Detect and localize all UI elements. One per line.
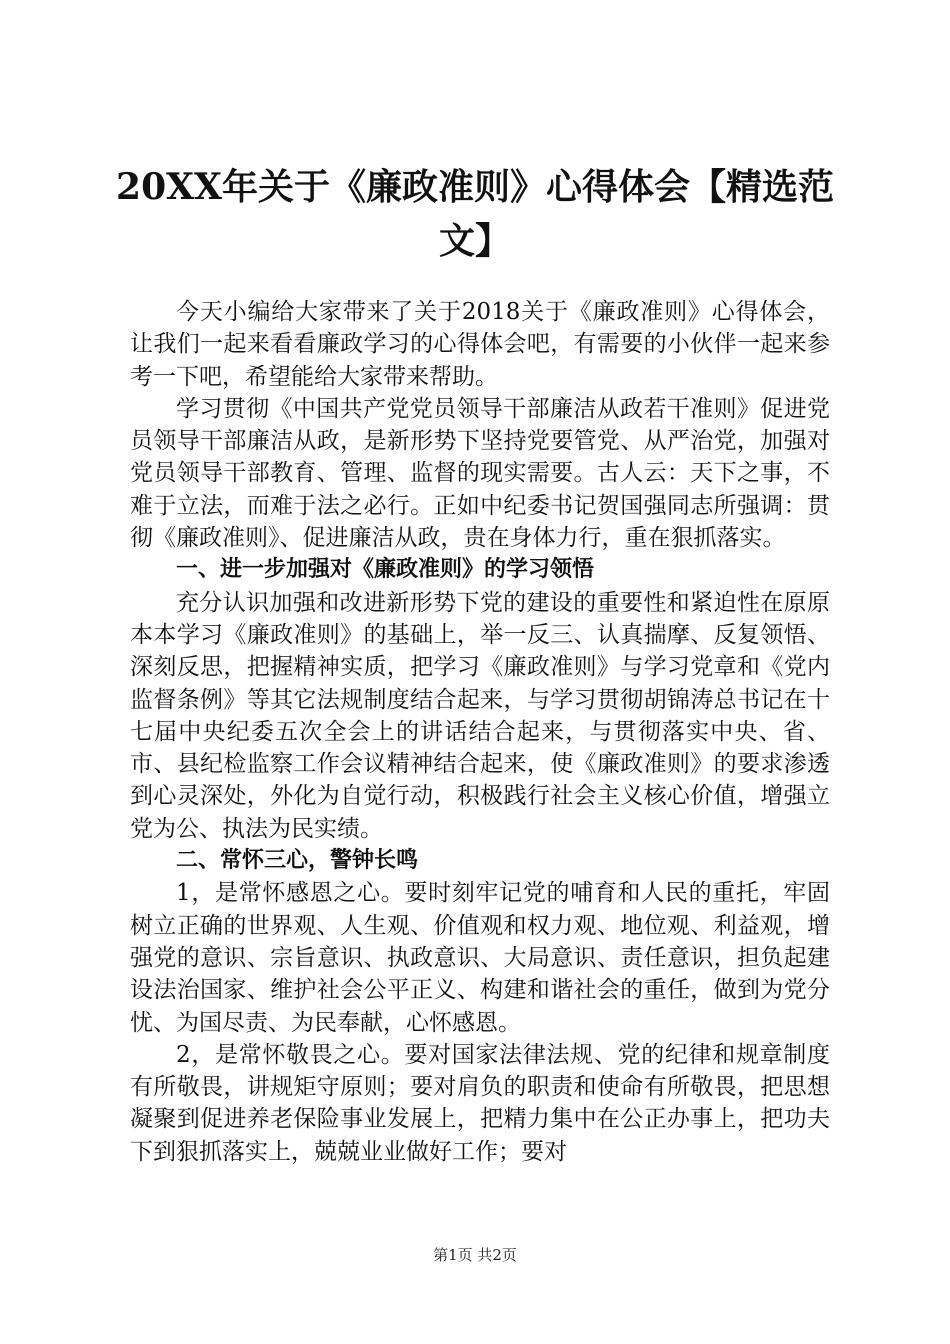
body-paragraph: 学习贯彻《中国共产党党员领导干部廉洁从政若干准则》促进党员领导干部廉洁从政，是新形势下坚持党要管党、从严治党，加强对党员领导干部教育、管理、监督的现实需要。古人云：天下之事，不难于立法，而难于法之必行。正如中纪委书记贺国强同志所强调：贯彻《廉政准则》、促进廉洁从政，贵在身体力行，重在狠抓落实。 <box>130 395 830 552</box>
section2-paragraph-2: 2，是常怀敬畏之心。要对国家法律法规、党的纪律和规章制度有所敬畏，讲规矩守原则；要对肩负的职责和使命有所敬畏，把思想凝聚到促进养老保险事业发展上，把精力集中在公正办事上，把功夫下到狠抓落实上，兢兢业业做好工作；要对 <box>130 1041 830 1165</box>
document-body <box>130 296 830 1168</box>
title-line-1: 20XX年关于《廉政准则》心得体会【精选范 <box>116 166 834 208</box>
section-heading-1: 一、进一步加强对《廉政准则》的学习领悟 <box>176 557 595 583</box>
intro-paragraph: 今天小编给大家带来了关于2018关于《廉政准则》心得体会，让我们一起来看看廉政学习的心得体会吧，有需要的小伙伴一起来参考一下吧，希望能给大家带来帮助。 <box>130 299 830 390</box>
section1-paragraph: 充分认识加强和改进新形势下党的建设的重要性和紧迫性在原原本本学习《廉政准则》的基础上，举一反三、认真揣摩、反复领悟、深刻反思，把握精神实质，把学习《廉政准则》与学习党章和《党内监督条例》等其它法规制度结合起来，与学习贯彻胡锦涛总书记在十七届中央纪委五次全会上的讲话结合起来，与贯彻落实中央、省、市、县纪检监察工作会议精神结合起来，使《廉政准则》的要求渗透到心灵深处，外化为自觉行动，积极践行社会主义核心价值，增强立党为公、执法为民实绩。 <box>130 589 830 842</box>
section-heading-2: 二、常怀三心，警钟长鸣 <box>176 848 419 874</box>
section2-paragraph-1: 1，是常怀感恩之心。要时刻牢记党的哺育和人民的重托，牢固树立正确的世界观、人生观、价值观和权力观、地位观、利益观，增强党的意识、宗旨意识、执政意识、大局意识、责任意识，担负起建设法治国家、维护社会公平正义、构建和谐社会的重任，做到为党分忧、为国尽责、为民奉献，心怀感恩。 <box>130 880 830 1036</box>
title-line-2: 文】 <box>438 220 511 262</box>
document-title <box>100 160 850 268</box>
page-footer: 第1页 共2页 <box>433 1246 517 1264</box>
